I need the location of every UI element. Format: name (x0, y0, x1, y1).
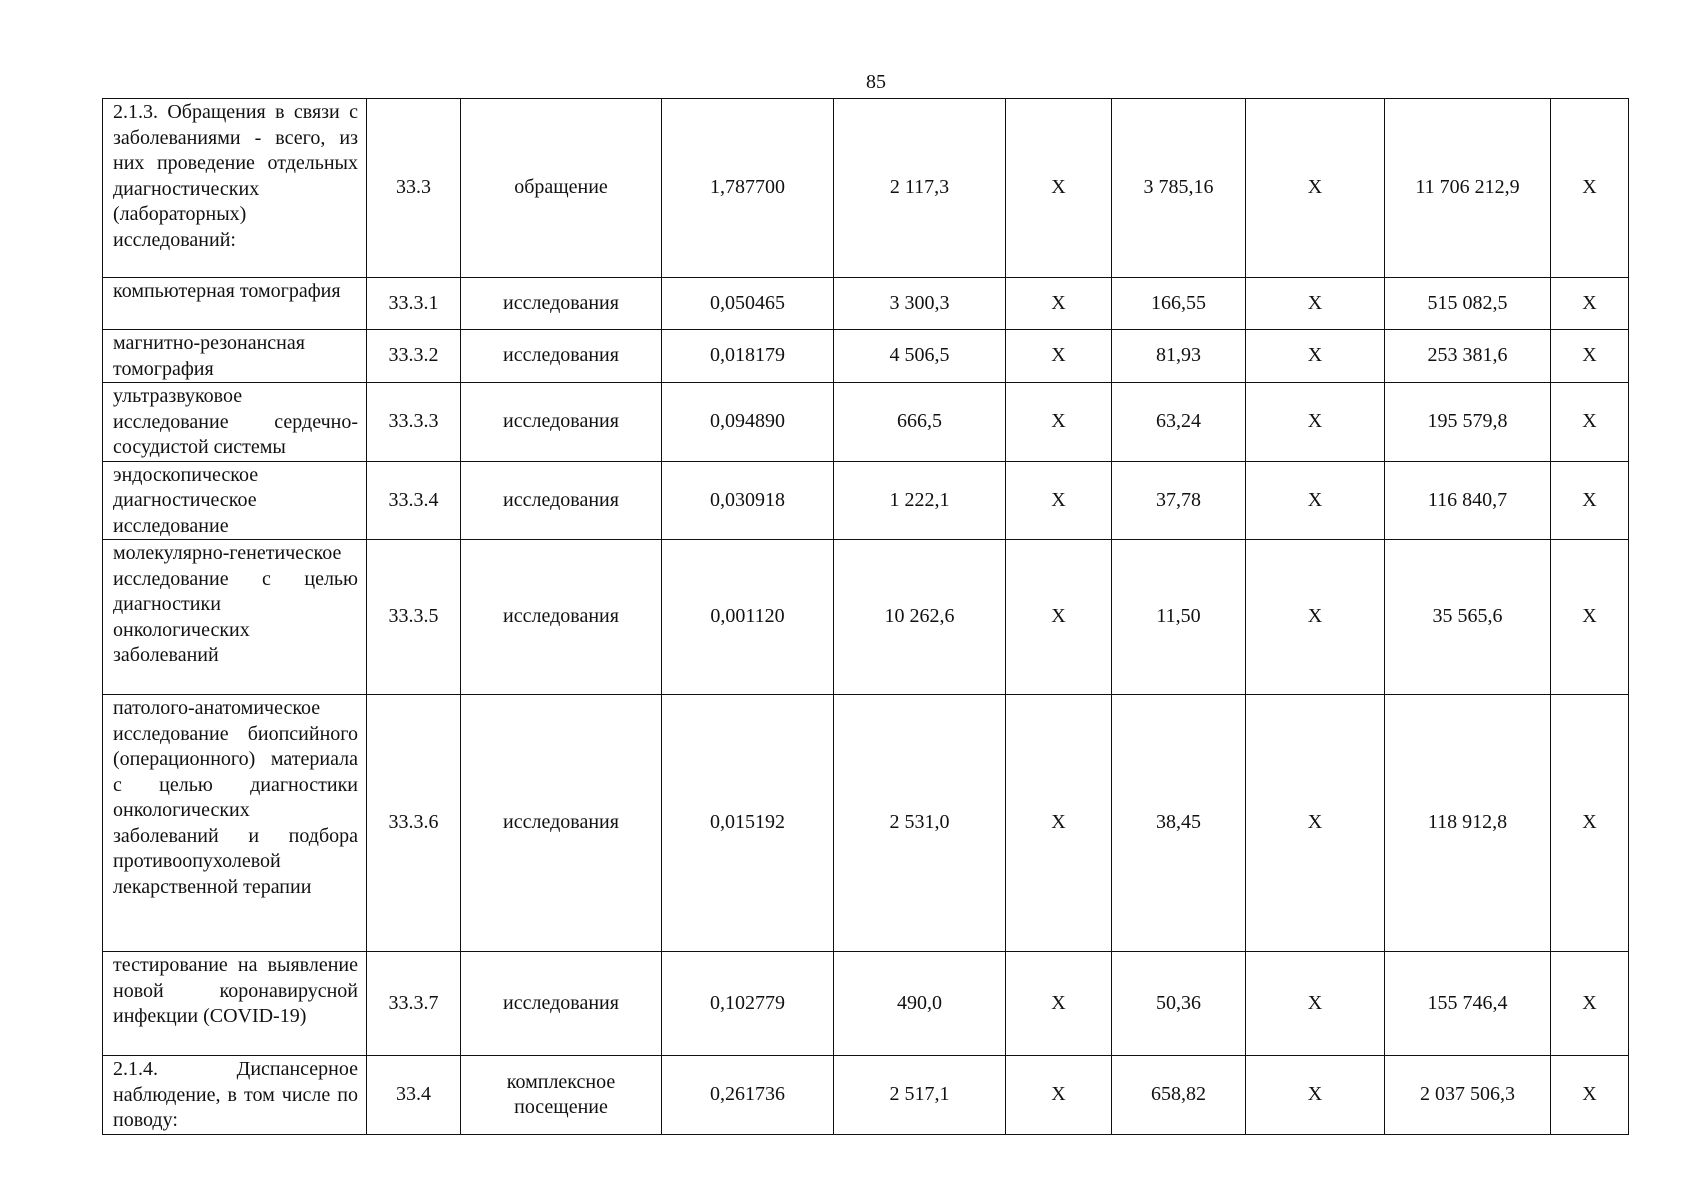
row-cost: 666,5 (834, 383, 1006, 462)
row-x-mark: X (1246, 383, 1385, 462)
table-row (103, 952, 1629, 1056)
row-cost: 2 517,1 (834, 1056, 1006, 1135)
row-unit: исследования (461, 383, 662, 462)
row-name: патолого-анатомическое исследование биопсийного (операционного) материала с целью диагностики онкологических заболеваний и подбора противоопухолевой лекарственной терапии (103, 695, 367, 952)
row-x-mark: X (1551, 695, 1629, 952)
row-total: 116 840,7 (1385, 461, 1551, 540)
row-norm: 0,001120 (662, 540, 834, 695)
row-cost: 4 506,5 (834, 330, 1006, 383)
table-row (103, 1056, 1629, 1135)
row-norm: 1,787700 (662, 99, 834, 278)
row-x-mark: X (1246, 952, 1385, 1056)
row-per-capita: 11,50 (1112, 540, 1246, 695)
row-code: 33.3.6 (367, 695, 461, 952)
row-x-mark: X (1006, 540, 1112, 695)
row-unit: комплексное посещение (461, 1056, 662, 1135)
row-cost: 490,0 (834, 952, 1006, 1056)
row-x-mark: X (1551, 540, 1629, 695)
row-x-mark: X (1246, 1056, 1385, 1135)
page-number: 85 (866, 71, 886, 93)
row-norm: 0,094890 (662, 383, 834, 462)
row-code: 33.3.5 (367, 540, 461, 695)
row-total: 155 746,4 (1385, 952, 1551, 1056)
row-unit: исследования (461, 540, 662, 695)
row-x-mark: X (1246, 99, 1385, 278)
row-unit: исследования (461, 461, 662, 540)
row-per-capita: 81,93 (1112, 330, 1246, 383)
row-per-capita: 3 785,16 (1112, 99, 1246, 278)
row-unit: обращение (461, 99, 662, 278)
row-total: 35 565,6 (1385, 540, 1551, 695)
row-name: 2.1.4. Диспансерное наблюдение, в том числе по поводу: (103, 1056, 367, 1135)
row-code: 33.3.7 (367, 952, 461, 1056)
table-row (103, 695, 1629, 952)
row-name: эндоскопическое диагностическое исследование (103, 461, 367, 540)
row-per-capita: 63,24 (1112, 383, 1246, 462)
row-norm: 0,102779 (662, 952, 834, 1056)
row-x-mark: X (1551, 383, 1629, 462)
row-x-mark: X (1006, 278, 1112, 330)
row-x-mark: X (1006, 1056, 1112, 1135)
row-per-capita: 658,82 (1112, 1056, 1246, 1135)
row-cost: 2 117,3 (834, 99, 1006, 278)
row-code: 33.3.1 (367, 278, 461, 330)
row-unit: исследования (461, 278, 662, 330)
row-x-mark: X (1006, 330, 1112, 383)
row-x-mark: X (1246, 695, 1385, 952)
row-code: 33.3.2 (367, 330, 461, 383)
row-total: 118 912,8 (1385, 695, 1551, 952)
table-row (103, 99, 1629, 278)
row-code: 33.4 (367, 1056, 461, 1135)
row-x-mark: X (1551, 278, 1629, 330)
row-name: магнитно-резонансная томография (103, 330, 367, 383)
row-norm: 0,050465 (662, 278, 834, 330)
row-x-mark: X (1551, 952, 1629, 1056)
row-x-mark: X (1006, 952, 1112, 1056)
row-x-mark: X (1551, 1056, 1629, 1135)
row-total: 195 579,8 (1385, 383, 1551, 462)
row-code: 33.3 (367, 99, 461, 278)
row-x-mark: X (1246, 330, 1385, 383)
row-x-mark: X (1006, 99, 1112, 278)
row-x-mark: X (1006, 383, 1112, 462)
table-row (103, 383, 1629, 462)
row-total: 11 706 212,9 (1385, 99, 1551, 278)
row-x-mark: X (1551, 330, 1629, 383)
row-x-mark: X (1246, 278, 1385, 330)
row-x-mark: X (1006, 695, 1112, 952)
row-code: 33.3.4 (367, 461, 461, 540)
row-cost: 2 531,0 (834, 695, 1006, 952)
row-unit: исследования (461, 952, 662, 1056)
row-x-mark: X (1006, 461, 1112, 540)
table-row (103, 278, 1629, 330)
row-name: ультразвуковое исследование сердечно-сосудистой системы (103, 383, 367, 462)
financing-table (102, 98, 1629, 1135)
row-norm: 0,030918 (662, 461, 834, 540)
row-cost: 10 262,6 (834, 540, 1006, 695)
row-name: тестирование на выявление новой коронавирусной инфекции (COVID-19) (103, 952, 367, 1056)
row-name: компьютерная томография (103, 278, 367, 330)
row-cost: 3 300,3 (834, 278, 1006, 330)
row-x-mark: X (1246, 540, 1385, 695)
row-unit: исследования (461, 695, 662, 952)
row-norm: 0,261736 (662, 1056, 834, 1135)
table-row (103, 330, 1629, 383)
row-per-capita: 37,78 (1112, 461, 1246, 540)
row-name: 2.1.3. Обращения в связи с заболеваниями - всего, из них проведение отдельных диагностических (лабораторных) исследований: (103, 99, 367, 278)
row-code: 33.3.3 (367, 383, 461, 462)
row-per-capita: 166,55 (1112, 278, 1246, 330)
row-total: 515 082,5 (1385, 278, 1551, 330)
row-x-mark: X (1551, 99, 1629, 278)
row-x-mark: X (1551, 461, 1629, 540)
row-x-mark: X (1246, 461, 1385, 540)
table-row (103, 540, 1629, 695)
row-cost: 1 222,1 (834, 461, 1006, 540)
row-norm: 0,018179 (662, 330, 834, 383)
row-total: 2 037 506,3 (1385, 1056, 1551, 1135)
row-norm: 0,015192 (662, 695, 834, 952)
row-total: 253 381,6 (1385, 330, 1551, 383)
row-per-capita: 38,45 (1112, 695, 1246, 952)
row-name: молекулярно-генетическое исследование с целью диагностики онкологических заболеваний (103, 540, 367, 695)
row-per-capita: 50,36 (1112, 952, 1246, 1056)
table-row (103, 461, 1629, 540)
row-unit: исследования (461, 330, 662, 383)
